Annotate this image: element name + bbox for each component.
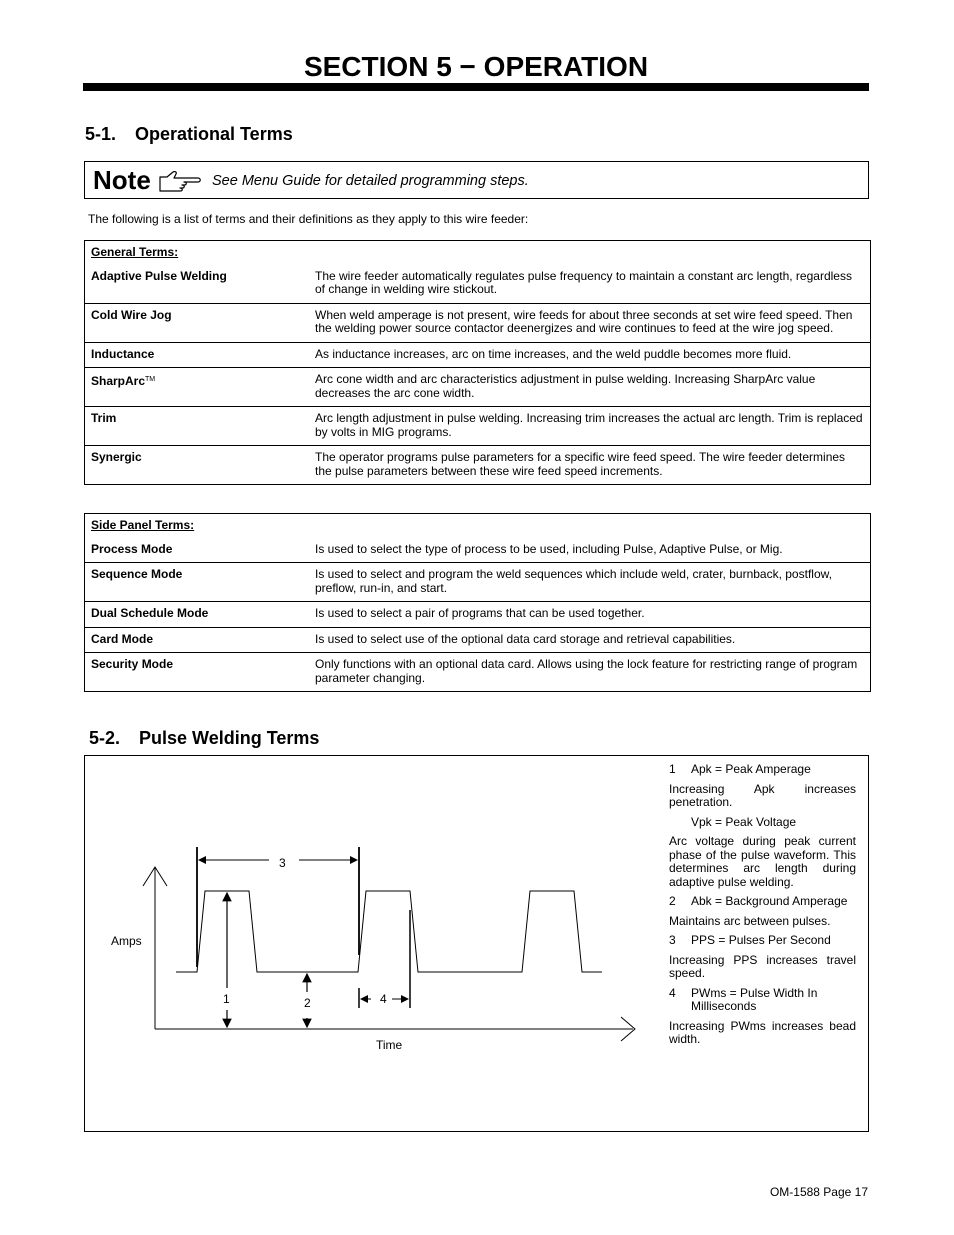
term-name (85, 342, 310, 368)
legend-term (669, 987, 856, 1014)
table-row (85, 627, 871, 653)
heading-pulse-welding-terms (89, 727, 319, 749)
callout-2: 2 (304, 996, 311, 1010)
term-text: Process Mode (91, 541, 173, 556)
legend-term (669, 763, 856, 777)
trademark-mark: TM (145, 376, 156, 383)
general-terms-table (84, 240, 871, 485)
callout-4: 4 (380, 992, 387, 1006)
term-definition: The operator programs pulse parameters for a specific wire feed speed. The wire feeder determines the pulse parameters between these wire feed speed increments. (309, 446, 871, 485)
legend-term-text: Vpk = Peak Voltage (691, 814, 797, 829)
term-text: Sequence Mode (91, 567, 183, 581)
legend-term (669, 816, 856, 830)
note-label: Note (93, 165, 151, 195)
title-rule (83, 83, 869, 91)
pulse-waveform (176, 891, 602, 972)
term-text: Card Mode (91, 631, 154, 646)
term-name (85, 627, 310, 653)
table-header-row (85, 514, 871, 538)
table-row (85, 538, 871, 563)
legend-term-text: Abk = Background Amperage (691, 894, 848, 908)
callout-3: 3 (279, 856, 286, 870)
callout-1: 1 (223, 992, 230, 1006)
term-text: Adaptive Pulse Welding (91, 268, 227, 283)
legend-description: Arc voltage during peak current phase of the pulse waveform. This determines arc length during adaptive pulse welding. (669, 834, 856, 889)
pointing-hand-icon (158, 171, 202, 198)
term-definition: Is used to select use of the optional data card storage and retrieval capabilities. (309, 627, 871, 653)
term-definition: Only functions with an optional data card. Allows using the lock feature for restricting range of program parameter changing. (309, 653, 871, 692)
legend-number: 4 (669, 985, 676, 1000)
intro-text: The following is a list of terms and their definitions as they apply to this wire feeder: (88, 212, 529, 226)
term-name (85, 602, 310, 628)
table-row (85, 563, 871, 602)
table-row (85, 446, 871, 485)
heading-number: 5-1. (85, 124, 117, 144)
legend-description: Increasing PPS increases travel speed. (669, 952, 856, 980)
term-name (85, 368, 310, 407)
term-definition: Arc length adjustment in pulse welding. Increasing trim increases the actual arc length. Trim is replaced by volts in MIG programs. (309, 407, 871, 446)
table-row (85, 342, 871, 368)
table-row (85, 265, 871, 304)
legend-term-text: Apk = Peak Amperage (691, 762, 811, 776)
legend-term (669, 895, 856, 909)
table-row (85, 303, 871, 342)
term-name (85, 303, 310, 342)
note-text: See Menu Guide for detailed programming steps. (212, 173, 529, 189)
term-name (85, 653, 310, 692)
heading-operational-terms (85, 123, 293, 145)
term-definition: Is used to select a pair of programs that can be used together. (309, 602, 871, 628)
heading-text: Pulse Welding Terms (139, 728, 320, 748)
legend-term (669, 934, 856, 948)
term-text: Dual Schedule Mode (91, 606, 209, 620)
heading-text: Operational Terms (135, 124, 293, 144)
legend-number (669, 816, 691, 830)
table-header: Side Panel Terms: (91, 518, 195, 532)
term-text: Synergic (91, 450, 142, 464)
legend-number: 3 (669, 933, 676, 947)
term-text: Inductance (91, 346, 155, 361)
term-name (85, 538, 310, 563)
table-header-row (85, 241, 871, 265)
term-name (85, 563, 310, 602)
term-text: Cold Wire Jog (91, 307, 172, 322)
note-box (84, 161, 869, 199)
table-row (85, 368, 871, 407)
side-panel-terms-table (84, 513, 871, 692)
legend-description: Increasing Apk increases penetration. (669, 781, 856, 809)
page-footer: OM-1588 Page 17 (769, 1185, 868, 1199)
table-header: General Terms: (91, 245, 179, 259)
legend-term-text: PPS = Pulses Per Second (691, 933, 831, 947)
term-text: SharpArc (91, 374, 146, 388)
term-definition: As inductance increases, arc on time increases, and the weld puddle becomes more fluid. (309, 342, 871, 368)
pulse-terms-legend (669, 763, 856, 1053)
term-name (85, 446, 310, 485)
term-text: Trim (91, 411, 117, 425)
term-text: Security Mode (91, 657, 174, 671)
legend-description: Increasing PWms increases bead width. (669, 1018, 856, 1046)
table-row (85, 407, 871, 446)
term-definition: Arc cone width and arc characteristics adjustment in pulse welding. Increasing SharpArc value decreases the arc cone width. (309, 368, 871, 407)
table-row (85, 602, 871, 628)
term-name (85, 265, 310, 304)
table-row (85, 653, 871, 692)
term-definition: The wire feeder automatically regulates pulse frequency to maintain a constant arc length, regardless of change in welding wire stickout. (315, 268, 852, 296)
legend-term-text: PWms = Pulse Width In Milliseconds (691, 985, 818, 1013)
term-name (85, 407, 310, 446)
legend-number: 1 (669, 762, 676, 776)
heading-number: 5-2. (89, 728, 121, 748)
x-axis-label: Time (376, 1038, 403, 1052)
y-axis-label: Amps (111, 934, 142, 948)
legend-number: 2 (669, 894, 676, 908)
legend-description: Maintains arc between pulses. (669, 913, 831, 928)
section-title: SECTION 5 − OPERATION (303, 51, 649, 82)
term-definition: Is used to select the type of process to be used, including Pulse, Adaptive Pulse, or Mig. (315, 541, 783, 556)
term-definition: Is used to select and program the weld sequences which include weld, crater, burnback, postflow, preflow, run-in, and start. (309, 563, 871, 602)
term-definition: When weld amperage is not present, wire feeds for about three seconds at set wire feed speed. Then the welding power source contactor deenergizes and wire continues to feed at the wire jog speed. (309, 303, 871, 342)
